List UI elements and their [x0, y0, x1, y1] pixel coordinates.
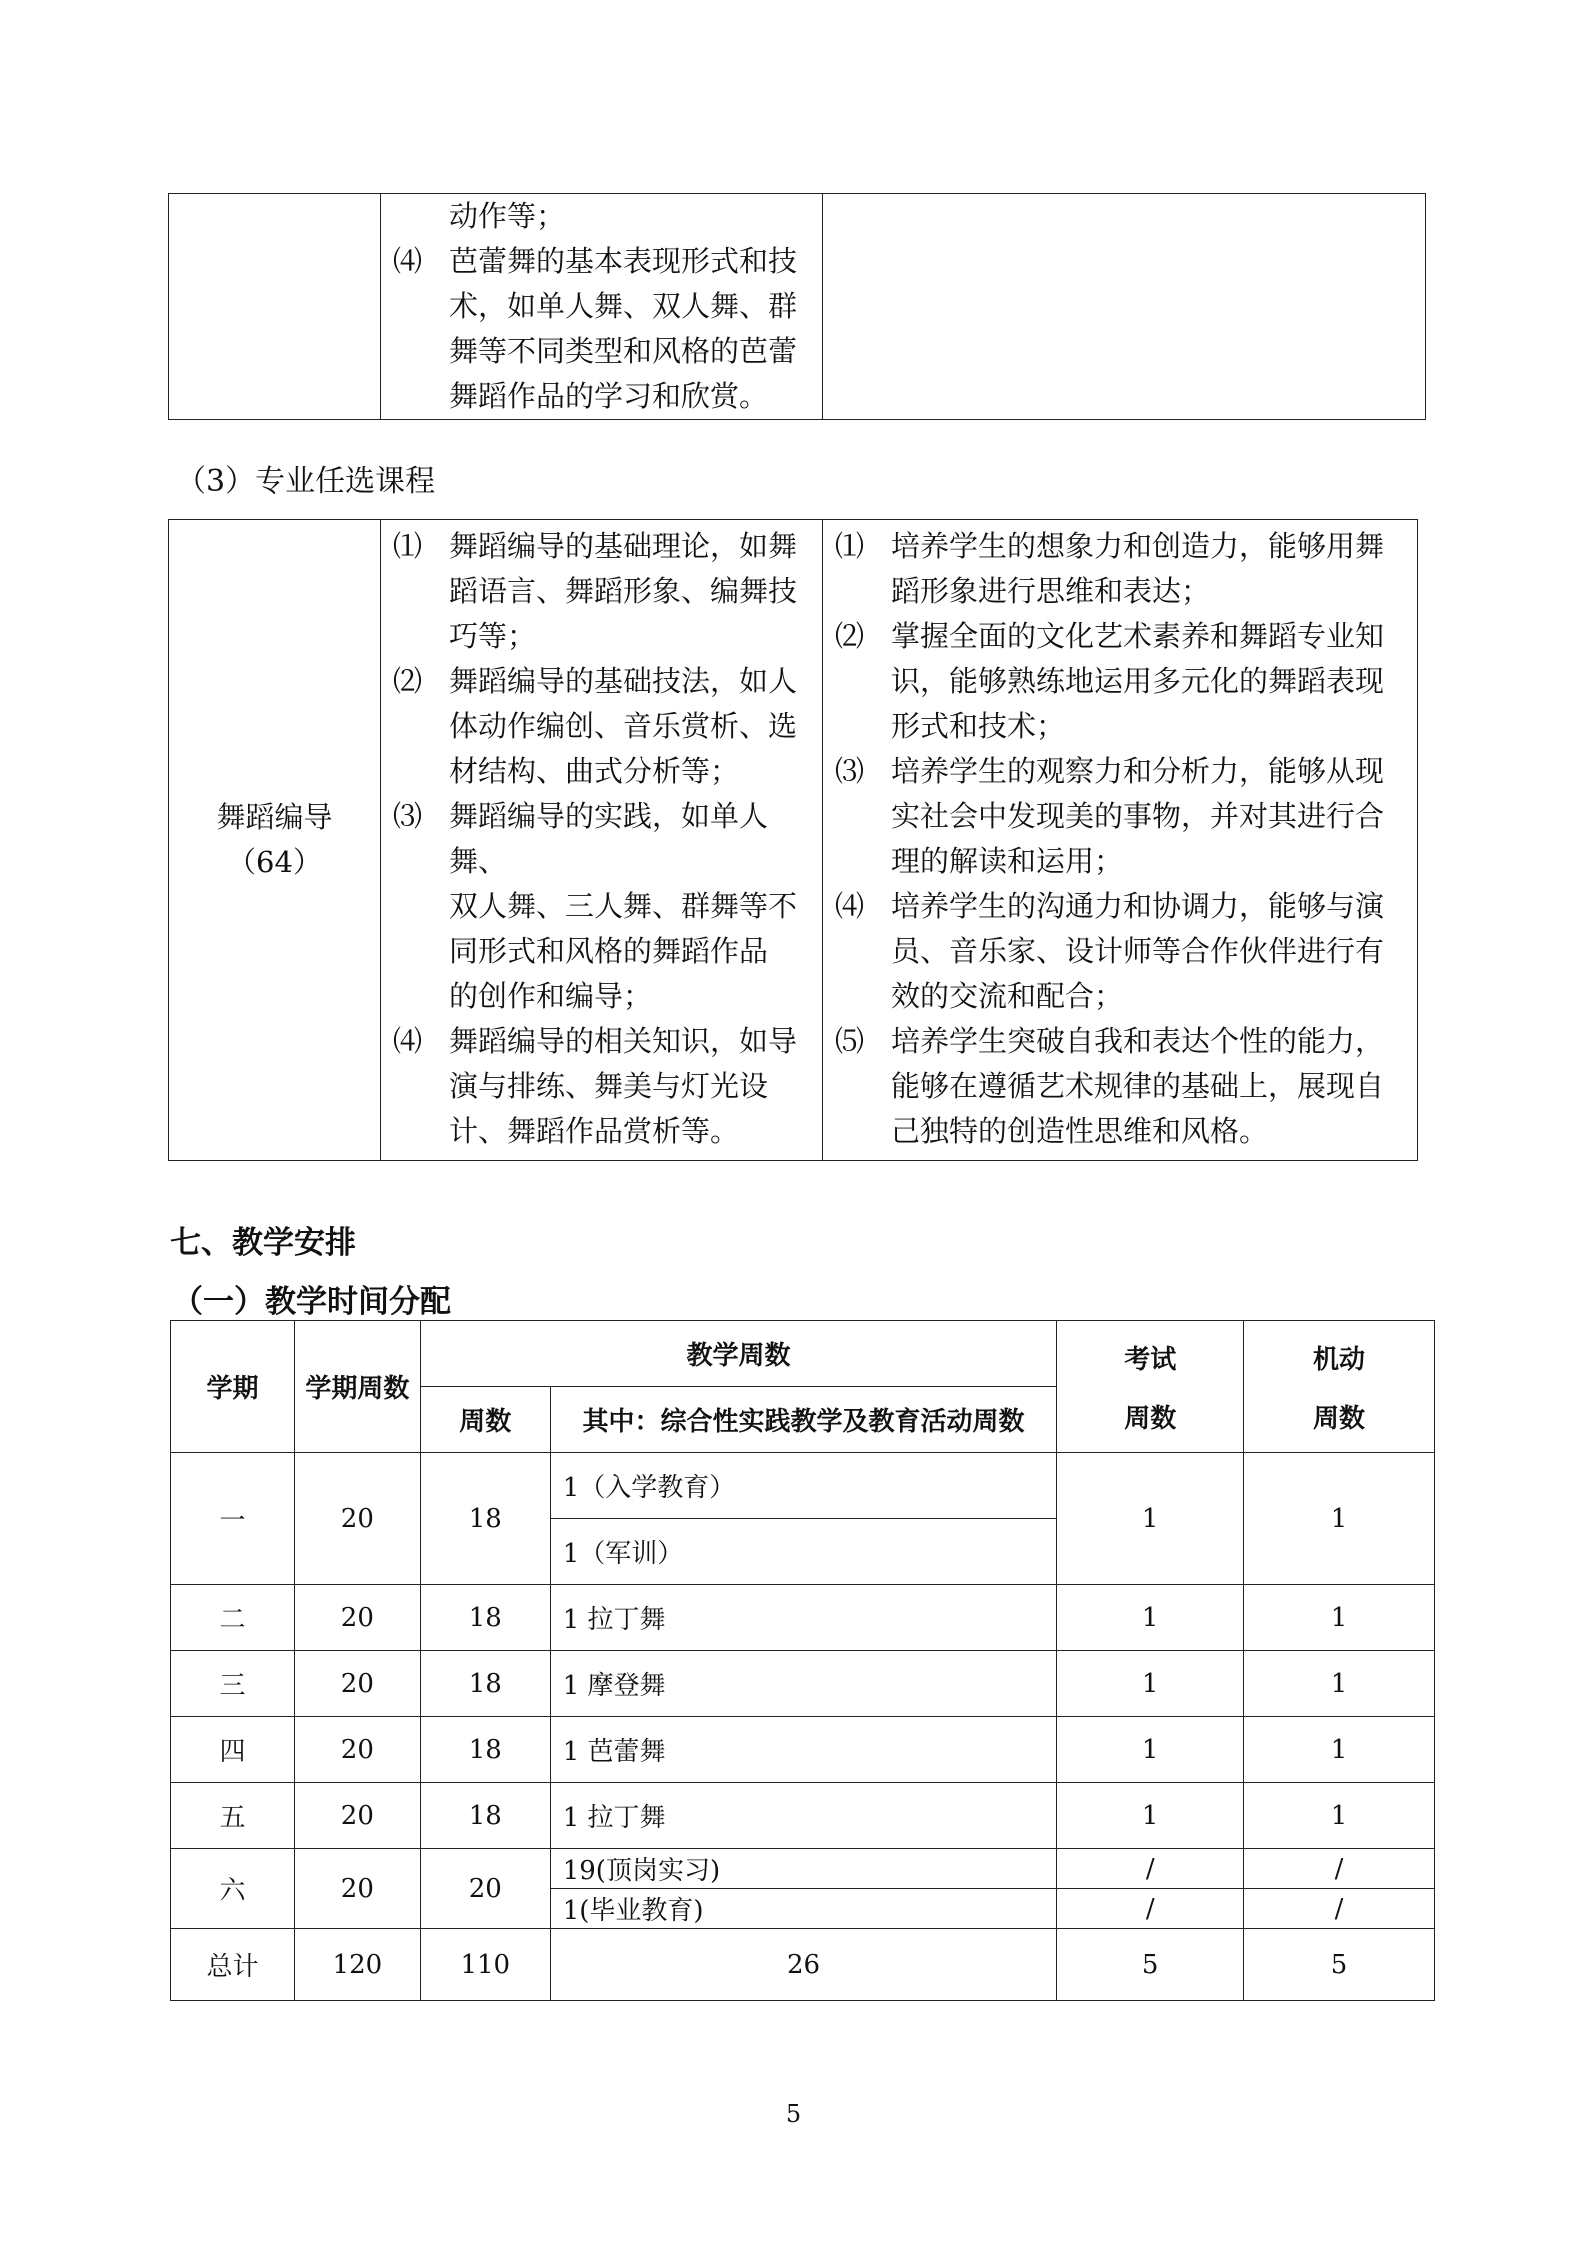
course-content-cell [381, 194, 823, 420]
weeks-cell: 20 [420, 1849, 550, 1929]
weeks-cell: 18 [420, 1585, 550, 1651]
flex-cell: 1 [1244, 1453, 1435, 1585]
course-content-cell [381, 520, 823, 1161]
goal-item [823, 524, 1417, 614]
item-number: ⑵ [393, 664, 423, 698]
exam-cell: / [1057, 1849, 1244, 1889]
header-exam-bottom: 周数 [1124, 1403, 1177, 1434]
total-practice: 26 [550, 1929, 1057, 2001]
content-line: 舞蹈编导的相关知识，如导 [449, 1024, 798, 1058]
header-exam-top: 考试 [1124, 1344, 1177, 1375]
content-line: 蹈语言、舞蹈形象、编舞技 [449, 574, 798, 608]
section-title: 七、教学安排 [170, 1225, 356, 1261]
flex-cell: 1 [1244, 1717, 1435, 1783]
practice-cell: 1 摩登舞 [550, 1651, 1057, 1717]
goal-line: 培养学生的观察力和分析力，能够从现 [891, 754, 1385, 788]
goal-line: 实社会中发现美的事物，并对其进行合 [891, 799, 1385, 833]
goal-item [823, 884, 1417, 1019]
item-number: ⑷ [393, 244, 423, 278]
goal-line: 培养学生突破自我和表达个性的能力， [891, 1024, 1385, 1058]
weeks-cell: 18 [420, 1453, 550, 1585]
section-title: （3）专业任选课程 [176, 464, 436, 499]
course-goal-cell [823, 194, 1426, 420]
header-weeks: 周数 [420, 1387, 550, 1453]
table-row [171, 1849, 1435, 1889]
term-weeks-cell: 20 [294, 1783, 420, 1849]
header-term: 学期 [171, 1321, 295, 1453]
total-row [171, 1929, 1435, 2001]
table-row [171, 1783, 1435, 1849]
content-item [381, 239, 822, 419]
course-goal-cell [823, 520, 1418, 1161]
term-weeks-cell: 20 [294, 1453, 420, 1585]
content-line: 芭蕾舞的基本表现形式和技 [449, 244, 798, 278]
total-label: 总计 [171, 1929, 295, 2001]
exam-cell: 1 [1057, 1717, 1244, 1783]
course-hours: （64） [227, 845, 322, 879]
goal-item [823, 749, 1417, 884]
practice-cell: 1 拉丁舞 [550, 1585, 1057, 1651]
term-cell: 五 [171, 1783, 295, 1849]
total-exam: 5 [1057, 1929, 1244, 2001]
content-item [381, 659, 822, 794]
course-name-cell [169, 520, 381, 1161]
page-number: 5 [785, 2100, 802, 2128]
course-name: 舞蹈编导 [216, 800, 333, 834]
flex-cell: 1 [1244, 1585, 1435, 1651]
item-number: ⑷ [835, 889, 865, 923]
item-number: ⑵ [835, 619, 865, 653]
term-weeks-cell: 20 [294, 1717, 420, 1783]
content-line: 舞等不同类型和风格的芭蕾 [449, 334, 798, 368]
content-line: 巧等； [449, 619, 537, 653]
subsection-title: （一）教学时间分配 [172, 1284, 451, 1320]
exam-cell: 1 [1057, 1651, 1244, 1717]
goal-line: 能够在遵循艺术规律的基础上，展现自 [891, 1069, 1385, 1103]
total-term-weeks: 120 [294, 1929, 420, 2001]
teaching-time-table [170, 1320, 1435, 2001]
content-line: 演与排练、舞美与灯光设 [449, 1069, 769, 1103]
header-flex-top: 机动 [1313, 1344, 1366, 1375]
exam-cell: 1 [1057, 1585, 1244, 1651]
elective-course-table [168, 519, 1418, 1161]
item-number: ⑴ [835, 529, 865, 563]
goal-line: 掌握全面的文化艺术素养和舞蹈专业知 [891, 619, 1385, 653]
header-practice-weeks: 其中：综合性实践教学及教育活动周数 [550, 1387, 1057, 1453]
content-line: 舞蹈编导的基础技法，如人 [449, 664, 798, 698]
header-flex-bottom: 周数 [1313, 1403, 1366, 1434]
practice-cell: 1(毕业教育) [550, 1889, 1057, 1929]
term-weeks-cell: 20 [294, 1849, 420, 1929]
term-cell: 六 [171, 1849, 295, 1929]
content-item [381, 794, 822, 1019]
term-weeks-cell: 20 [294, 1585, 420, 1651]
header-teaching-weeks: 教学周数 [420, 1321, 1056, 1387]
continued-course-table [168, 193, 1426, 420]
table-row [171, 1585, 1435, 1651]
content-line: 材结构、曲式分析等； [449, 754, 740, 788]
table-row [171, 1453, 1435, 1519]
content-line: 计、舞蹈作品赏析等。 [449, 1114, 740, 1148]
content-line: 舞蹈编导的基础理论，如舞 [449, 529, 798, 563]
goal-line: 员、音乐家、设计师等合作伙伴进行有 [891, 934, 1385, 968]
practice-cell: 1（军训） [550, 1519, 1057, 1585]
content-line: 双人舞、三人舞、群舞等不 [449, 889, 798, 923]
goal-line: 形式和技术； [891, 709, 1066, 743]
goal-line: 培养学生的沟通力和协调力，能够与演 [891, 889, 1385, 923]
weeks-cell: 18 [420, 1651, 550, 1717]
term-weeks-cell: 20 [294, 1651, 420, 1717]
term-cell: 一 [171, 1453, 295, 1585]
content-item [381, 1019, 822, 1154]
content-line: 的创作和编导； [449, 979, 653, 1013]
flex-cell: 1 [1244, 1783, 1435, 1849]
practice-cell: 1 拉丁舞 [550, 1783, 1057, 1849]
table-row [171, 1717, 1435, 1783]
item-number: ⑶ [835, 754, 865, 788]
course-name-cell [169, 194, 381, 420]
term-cell: 二 [171, 1585, 295, 1651]
flex-cell: / [1244, 1849, 1435, 1889]
content-item [381, 524, 822, 659]
exam-cell: 1 [1057, 1453, 1244, 1585]
item-number: ⑶ [393, 799, 423, 833]
item-number: ⑴ [393, 529, 423, 563]
goal-line: 培养学生的想象力和创造力，能够用舞 [891, 529, 1385, 563]
flex-cell: / [1244, 1889, 1435, 1929]
weeks-cell: 18 [420, 1717, 550, 1783]
content-line: 动作等； [449, 199, 566, 233]
term-cell: 三 [171, 1651, 295, 1717]
header-flex-weeks [1244, 1321, 1435, 1453]
table-row [171, 1651, 1435, 1717]
practice-cell: 19(顶岗实习) [550, 1849, 1057, 1889]
weeks-cell: 18 [420, 1783, 550, 1849]
total-flex: 5 [1244, 1929, 1435, 2001]
content-line: 舞蹈作品的学习和欣赏。 [449, 379, 769, 413]
item-number: ⑸ [835, 1024, 865, 1058]
goal-line: 效的交流和配合； [891, 979, 1124, 1013]
practice-cell: 1 芭蕾舞 [550, 1717, 1057, 1783]
header-exam-weeks [1057, 1321, 1244, 1453]
goal-line: 识，能够熟练地运用多元化的舞蹈表现 [891, 664, 1385, 698]
goal-line: 蹈形象进行思维和表达； [891, 574, 1211, 608]
content-line: 同形式和风格的舞蹈作品 [449, 934, 769, 968]
goal-item [823, 1019, 1417, 1154]
content-line: 体动作编创、音乐赏析、选 [449, 709, 798, 743]
content-line: 舞蹈编导的实践，如单人舞、 [449, 799, 769, 878]
exam-cell: 1 [1057, 1783, 1244, 1849]
term-cell: 四 [171, 1717, 295, 1783]
content-line: 术，如单人舞、双人舞、群 [449, 289, 798, 323]
goal-line: 理的解读和运用； [891, 844, 1124, 878]
header-term-weeks: 学期周数 [294, 1321, 420, 1453]
goal-item [823, 614, 1417, 749]
practice-cell: 1（入学教育） [550, 1453, 1057, 1519]
exam-cell: / [1057, 1889, 1244, 1929]
item-number: ⑷ [393, 1024, 423, 1058]
total-weeks: 110 [420, 1929, 550, 2001]
flex-cell: 1 [1244, 1651, 1435, 1717]
goal-line: 己独特的创造性思维和风格。 [891, 1114, 1269, 1148]
